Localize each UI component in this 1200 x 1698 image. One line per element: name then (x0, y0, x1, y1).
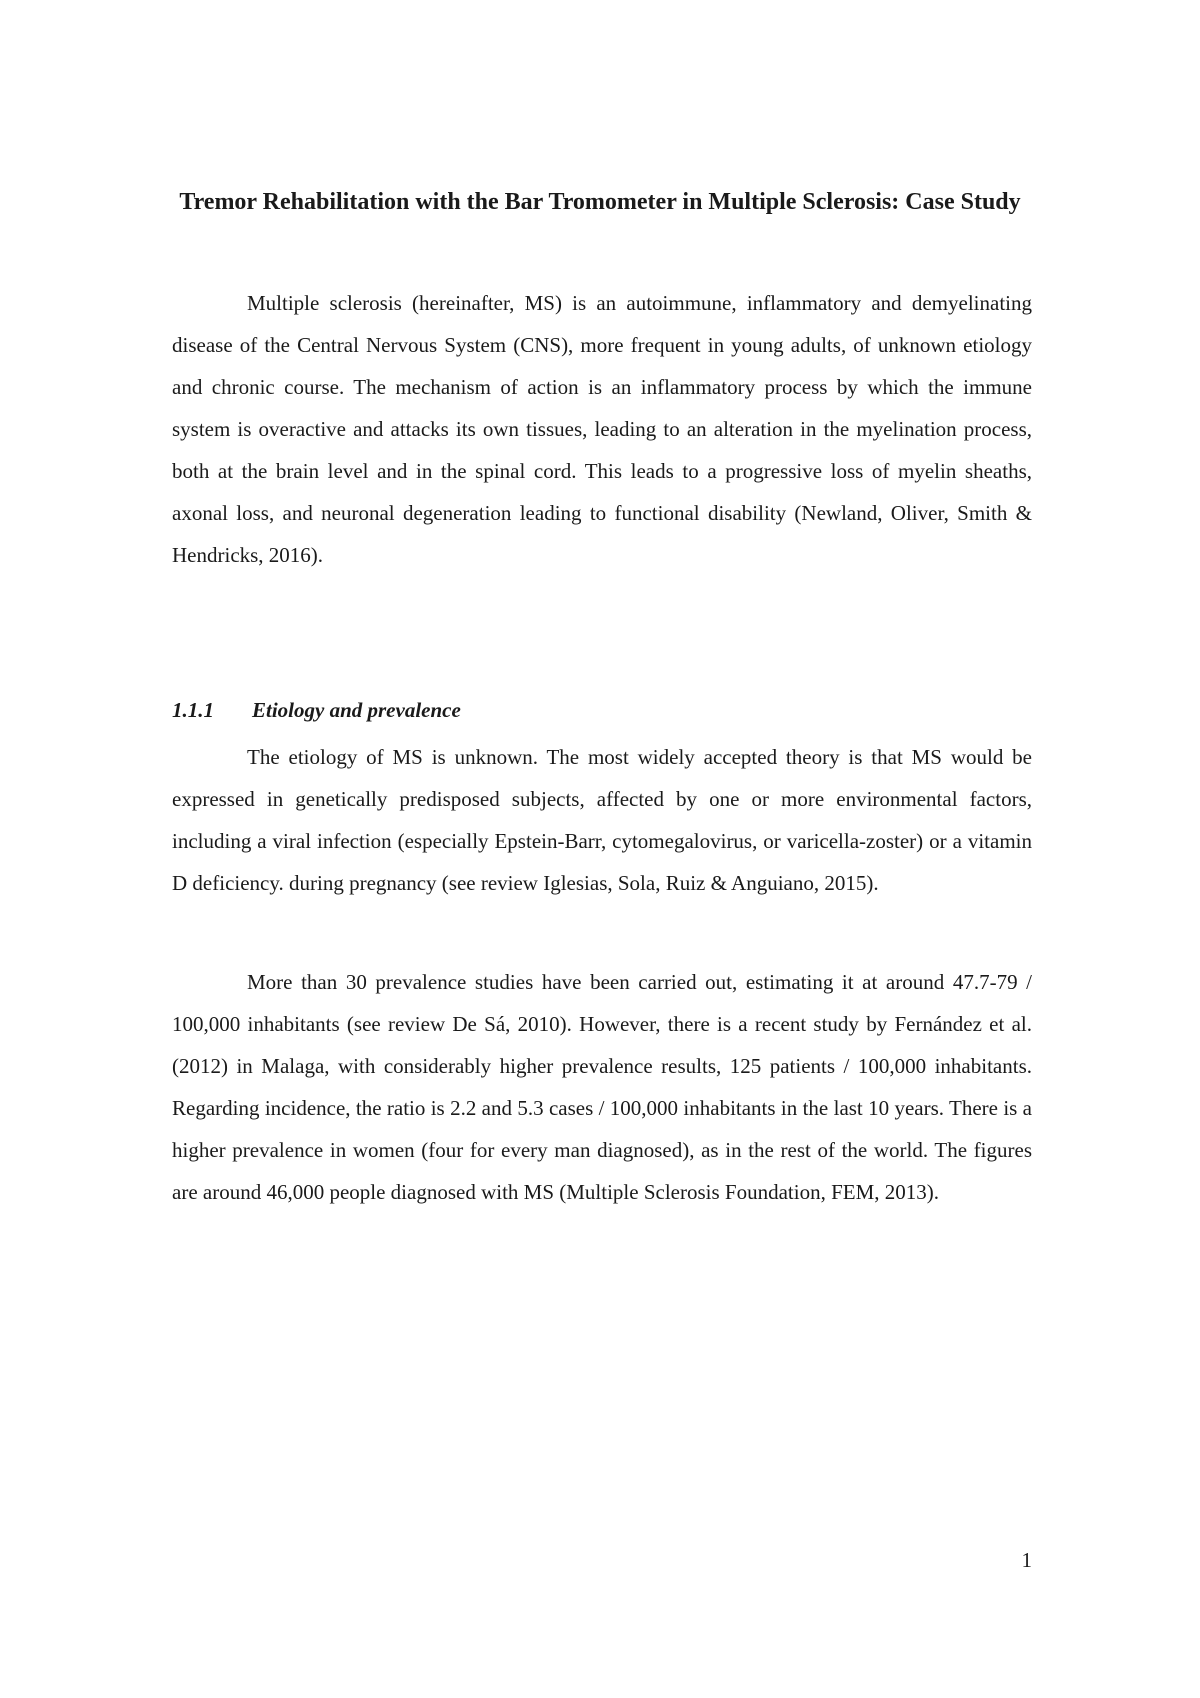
section-heading (172, 695, 461, 725)
page-number: 1 (1021, 1548, 1032, 1572)
section-number: 1.1.1 (172, 698, 214, 722)
etiology-paragraph: The etiology of MS is unknown. The most widely accepted theory is that MS would be expressed in genetically predisposed subjects, affected by one or more environmental factors, including a viral infection (especially Epstein-Barr, cytomegalovirus, or varicella-zoster) or a vitamin D deficiency. during pregnancy (see review Iglesias, Sola, Ruiz & Anguiano, 2015). (172, 745, 1032, 895)
intro-paragraph: Multiple sclerosis (hereinafter, MS) is an autoimmune, inflammatory and demyelinating disease of the Central Nervous System (CNS), more frequent in young adults, of unknown etiology and chronic course. The mechanism of action is an inflammatory process by which the immune system is overactive and attacks its own tissues, leading to an alteration in the myelination process, both at the brain level and in the spinal cord. This leads to a progressive loss of myelin sheaths, axonal loss, and neuronal degeneration leading to functional disability (Newland, Oliver, Smith & Hendricks, 2016). (172, 291, 1032, 567)
section-title: Etiology and prevalence (252, 698, 461, 722)
prevalence-paragraph: More than 30 prevalence studies have been carried out, estimating it at around 47.7-79 / 100,000 inhabitants (see review De Sá, 2010). However, there is a recent study by Fernández et al. (2012) in Malaga, with considerably higher prevalence results, 125 patients / 100,000 inhabitants. Regarding incidence, the ratio is 2.2 and 5.3 cases / 100,000 inhabitants in the last 10 years. There is a higher prevalence in women (four for every man diagnosed), as in the rest of the world. The figures are around 46,000 people diagnosed with MS (Multiple Sclerosis Foundation, FEM, 2013). (172, 970, 1032, 1204)
document-title: Tremor Rehabilitation with the Bar Tromometer in Multiple Sclerosis: Case Study (179, 189, 1021, 215)
